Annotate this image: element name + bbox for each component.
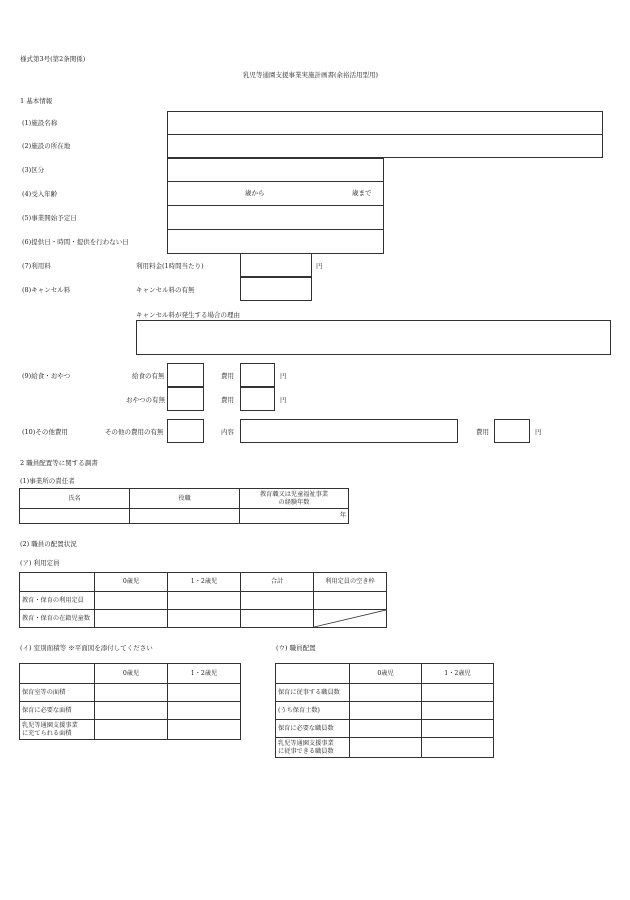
table-cell[interactable] bbox=[168, 702, 241, 720]
staffing-row-label: 乳児等通園支援事業 に従事できる職員数 bbox=[276, 738, 350, 758]
table-cell[interactable] bbox=[314, 592, 387, 610]
table-cell[interactable] bbox=[350, 684, 422, 702]
table-cell[interactable] bbox=[168, 720, 241, 740]
staffing-row-label: (うち保育士数) bbox=[276, 702, 350, 720]
meal-cost-label: 費用 bbox=[221, 372, 234, 380]
facility-address-label: (2)施設の所在地 bbox=[22, 142, 71, 150]
table-cell[interactable] bbox=[168, 610, 241, 628]
age-to-text: 歳まで bbox=[352, 189, 372, 197]
meal-field[interactable] bbox=[167, 363, 204, 387]
table-cell[interactable] bbox=[422, 684, 494, 702]
staffing-heading: (ウ) 職員配置 bbox=[276, 644, 316, 652]
area-row-label: 乳児等通園支援事業 に充てられる面積 bbox=[20, 720, 95, 740]
capacity-col-age12: 1・2歳児 bbox=[168, 573, 241, 592]
other-content-field[interactable] bbox=[240, 419, 458, 443]
age-label: (4)受入年齢 bbox=[22, 190, 58, 198]
table-cell[interactable] bbox=[241, 610, 314, 628]
facility-name-field[interactable] bbox=[167, 111, 603, 135]
page-title: 乳児等通園支援事業実施計画書(余裕活用型用) bbox=[243, 71, 379, 79]
manager-experience-cell[interactable] bbox=[240, 509, 349, 524]
capacity-table bbox=[19, 572, 387, 628]
year-unit: 年 bbox=[339, 512, 346, 520]
facility-name-label: (1)施設名称 bbox=[22, 119, 58, 127]
meal-cost-field[interactable] bbox=[240, 363, 275, 387]
snack-sub-label: おやつの有無 bbox=[126, 396, 165, 404]
cancel-reason-label: キャンセル料が発生する場合の理由 bbox=[136, 311, 240, 319]
age-from-text: 歳から bbox=[245, 189, 265, 197]
capacity-col-age0: 0歳児 bbox=[95, 573, 168, 592]
table-cell[interactable] bbox=[168, 684, 241, 702]
vacancy-diagonal-cell bbox=[314, 610, 387, 628]
snack-cost-field[interactable] bbox=[240, 387, 275, 411]
manager-position-cell[interactable] bbox=[130, 509, 240, 524]
cancel-reason-field[interactable] bbox=[136, 320, 611, 355]
cancel-label: (8)キャンセル料 bbox=[22, 286, 71, 294]
meal-cost-unit: 円 bbox=[280, 372, 287, 380]
table-cell[interactable] bbox=[422, 720, 494, 738]
schedule-field[interactable] bbox=[167, 229, 384, 254]
table-cell[interactable] bbox=[95, 592, 168, 610]
manager-col-position: 役職 bbox=[130, 489, 240, 509]
start-date-field[interactable] bbox=[167, 205, 384, 230]
cancel-field[interactable] bbox=[240, 277, 312, 301]
capacity-heading: (ア) 利用定員 bbox=[20, 559, 60, 567]
table-cell[interactable] bbox=[422, 738, 494, 758]
manager-name-cell[interactable] bbox=[20, 509, 130, 524]
other-cost-field[interactable] bbox=[494, 419, 530, 443]
staffing-row-label: 保育に従事する職員数 bbox=[276, 684, 350, 702]
area-heading: (イ) 室別面積等 ※平面図を添付してください bbox=[20, 644, 153, 652]
cancel-sub-label: キャンセル料の有無 bbox=[136, 286, 195, 294]
meal-label: (9)給食・おやつ bbox=[22, 372, 71, 380]
enrollment-row-label: 教育・保育の在籍児童数 bbox=[20, 610, 95, 628]
area-col-age12: 1・2歳児 bbox=[168, 664, 241, 684]
table-cell[interactable] bbox=[95, 610, 168, 628]
meal-sub-label: 給食の有無 bbox=[132, 372, 165, 380]
start-date-label: (5)事業開始予定日 bbox=[22, 214, 77, 222]
area-col-age0: 0歳児 bbox=[95, 664, 168, 684]
capacity-row-label: 教育・保育の利用定員 bbox=[20, 592, 95, 610]
staff-heading: (2) 職員の配置状況 bbox=[20, 540, 77, 548]
table-cell[interactable] bbox=[241, 592, 314, 610]
fee-field[interactable] bbox=[240, 253, 312, 277]
table-cell[interactable] bbox=[350, 738, 422, 758]
table-cell[interactable] bbox=[168, 592, 241, 610]
table-cell[interactable] bbox=[95, 684, 168, 702]
category-label: (3)区分 bbox=[22, 166, 45, 174]
snack-cost-unit: 円 bbox=[280, 396, 287, 404]
capacity-col-vacancy: 利用定員の空き枠 bbox=[314, 573, 387, 592]
other-cost-unit: 円 bbox=[535, 428, 542, 436]
schedule-label: (6)提供日・時間・提供を行わない日 bbox=[22, 238, 129, 246]
manager-col-name: 氏名 bbox=[20, 489, 130, 509]
other-label: (10)その他費用 bbox=[22, 428, 68, 436]
other-cost-label: 費用 bbox=[476, 428, 489, 436]
area-row-label: 保育に必要な面積 bbox=[20, 702, 95, 720]
area-row-label: 保育室等の面積 bbox=[20, 684, 95, 702]
fee-unit: 円 bbox=[316, 262, 323, 270]
area-table bbox=[19, 663, 241, 740]
diagonal-line bbox=[314, 610, 386, 627]
capacity-col-total: 合計 bbox=[241, 573, 314, 592]
staffing-table bbox=[275, 663, 494, 758]
form-number: 様式第3号(第2条関係) bbox=[20, 55, 86, 63]
manager-heading: (1)事業所の責任者 bbox=[20, 477, 75, 485]
staffing-col-age0: 0歳児 bbox=[350, 664, 422, 684]
content-label: 内容 bbox=[221, 428, 234, 436]
section2-heading: 2 職員配置等に関する調書 bbox=[20, 459, 98, 467]
staffing-col-age12: 1・2歳児 bbox=[422, 664, 494, 684]
category-field[interactable] bbox=[167, 158, 384, 182]
table-cell[interactable] bbox=[95, 720, 168, 740]
staffing-row-label: 保育に必要な職員数 bbox=[276, 720, 350, 738]
other-field[interactable] bbox=[167, 419, 204, 443]
facility-address-field[interactable] bbox=[167, 134, 603, 158]
table-cell[interactable] bbox=[350, 720, 422, 738]
other-sub-label: その他の費用の有無 bbox=[105, 428, 164, 436]
table-cell[interactable] bbox=[350, 702, 422, 720]
manager-table bbox=[19, 488, 349, 524]
snack-cost-label: 費用 bbox=[221, 396, 234, 404]
section1-heading: 1 基本情報 bbox=[20, 97, 53, 105]
table-cell[interactable] bbox=[422, 702, 494, 720]
manager-col-experience: 教育職又は児童福祉事業 の経験年数 bbox=[240, 489, 349, 509]
table-cell[interactable] bbox=[95, 702, 168, 720]
snack-field[interactable] bbox=[167, 387, 204, 411]
fee-sub-label: 利用料金(1時間当たり) bbox=[136, 262, 204, 270]
fee-label: (7)利用料 bbox=[22, 262, 51, 270]
